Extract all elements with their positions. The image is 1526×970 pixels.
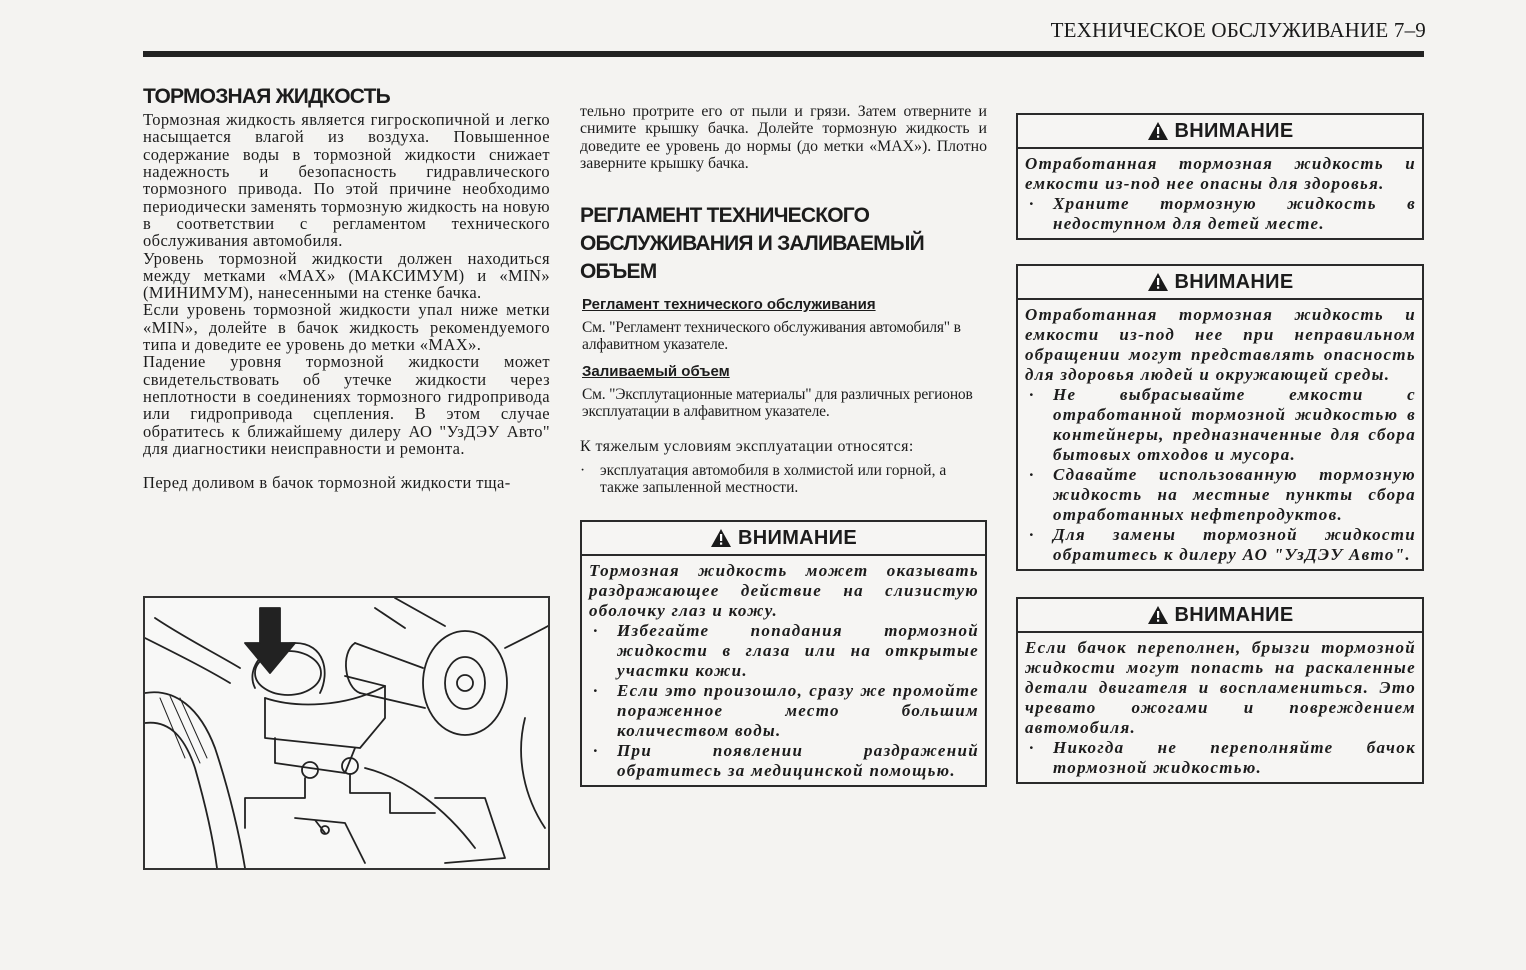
warning-title: ВНИМАНИЕ (1174, 603, 1294, 626)
warning-list-item (1025, 194, 1416, 234)
bullet-icon: · (592, 681, 600, 701)
bullet-icon: · (1028, 465, 1036, 484)
header-rule (143, 51, 1424, 57)
reservoir-drawing (145, 598, 548, 868)
warning-triangle-icon (1147, 272, 1169, 292)
bullet-icon: · (592, 741, 600, 761)
text-fill-volume: См. "Эксплутационные материалы" для различных регионов эксплуатации в алфавитном указателе. (582, 386, 973, 421)
warning-triangle-icon (710, 528, 732, 548)
section-title-maintenance: РЕГЛАМЕНТ ТЕХНИЧЕСКОГО ОБСЛУЖИВАНИЯ И ЗАЛИВАЕМЫЙ ОБЪЕМ (580, 204, 924, 284)
warning-header (1018, 599, 1422, 633)
warning-body (582, 556, 985, 785)
warning-item-text: Для замены тормозной жидкости обратитесь к дилеру АО "УзДЭУ Авто". (1053, 525, 1416, 564)
warning-title: ВНИМАНИЕ (738, 526, 857, 549)
warning-item-text: Избегайте попадания тормозной жидкости в глаза или на открытые участки кожи. (617, 621, 979, 681)
warning-box-overfill (1016, 597, 1424, 784)
warning-text: Отработанная тормозная жидкость и емкости из-под нее при неправильном обращении могут представлять опасность для здоровья людей и окружающей среды. (1025, 305, 1416, 384)
bullet-icon: · (592, 621, 600, 641)
paragraph-hygroscopic: Тормозная жидкость является гигроскопичной и легко насыщается влагой из воздуха. Повышенное содержание воды в тормозной жидкости снижает надежность и безопасность гидравлического тормозного привода. По этой причине необходимо периодически заменять тормозную жидкость на новую в соответствии с регламентом технического обслуживания автомобиля. (143, 110, 550, 251)
warning-list-item (1025, 738, 1416, 778)
warning-triangle-icon (1147, 605, 1169, 625)
warning-body (1018, 300, 1422, 569)
bullet-icon: · (580, 462, 586, 480)
column-right (1016, 113, 1424, 784)
warning-list-item (1025, 465, 1416, 525)
warning-box-disposal (1016, 264, 1424, 571)
warning-list-item (589, 621, 979, 681)
warning-item-text: Храните тормозную жидкость в недоступном для детей месте. (1053, 194, 1416, 233)
bullet-icon: · (1028, 194, 1036, 213)
warning-header (582, 522, 985, 556)
section-title-brake-fluid: ТОРМОЗНАЯ ЖИДКОСТЬ (143, 85, 390, 108)
bullet-icon: · (1028, 738, 1036, 757)
heavy-condition-text: эксплуатация автомобиля в холмистой или горной, а также запыленной местности. (600, 462, 947, 497)
subheading-maintenance-schedule: Регламент технического обслуживания (582, 296, 876, 314)
list-item (580, 462, 987, 496)
warning-text: Тормозная жидкость может оказывать раздражающее действие на слизистую оболочку глаз и кожу. (589, 561, 979, 621)
text-maintenance-schedule: См. "Регламент технического обслуживания автомобиля" в алфавитном указателе. (582, 319, 961, 354)
warning-box-irritation (580, 520, 987, 787)
running-header: ТЕХНИЧЕСКОЕ ОБСЛУЖИВАНИЕ 7–9 (1050, 18, 1426, 42)
subheading-fill-volume: Заливаемый объем (582, 363, 730, 381)
warning-list-item (1025, 385, 1416, 465)
warning-box-health (1016, 113, 1424, 240)
warning-list-item (589, 741, 979, 781)
warning-header (1018, 115, 1422, 149)
paragraph-cont-cleaning: тельно протрите его от пыли и грязи. Затем отверните и снимите крышку бачка. Долейте тормозную жидкость и доведите ее уровень до нормы (до метки «MAX»). Плотно заверните крышку бачка. (580, 103, 987, 172)
warning-item-text: При появлении раздражений обратитесь за медицинской помощью. (617, 741, 979, 781)
brake-reservoir-illustration (143, 596, 550, 870)
warning-list-item (1025, 525, 1416, 565)
paragraph-level-marks: Уровень тормозной жидкости должен находиться между метками «MAX» (МАКСИМУМ) и «MIN» (МИНИМУМ), нанесенными на стенке бачка. (143, 248, 550, 303)
paragraph-before-top-up: Перед доливом в бачок тормозной жидкости тща- (143, 473, 511, 493)
warning-item-text: Если это произошло, сразу же промойте пораженное место большим количеством воды. (617, 681, 979, 741)
warning-item-text: Не выбрасывайте емкости с отработанной тормозной жидкостью в контейнеры, предназначенные для сбора бытовых отходов и мусора. (1053, 385, 1416, 464)
warning-triangle-icon (1147, 121, 1169, 141)
paragraph-leak: Падение уровня тормозной жидкости может свидетельствовать об утечке жидкости через неплотности в соединениях тормозного гидропривода или гидропривода сцепления. В этом случае обратитесь к ближайшему дилеру АО "УзДЭУ Авто" для диагностики неисправности и ремонта. (143, 352, 550, 458)
column-middle (580, 103, 987, 787)
warning-item-text: Сдавайте использованную тормозную жидкость на местные пункты сбора отработанных нефтепродуктов. (1053, 465, 1416, 524)
bullet-icon: · (1028, 525, 1036, 544)
warning-body (1018, 633, 1422, 782)
warning-text: Если бачок переполнен, брызги тормозной жидкости могут попасть на раскаленные детали двигателя и воспламениться. Это чревато ожогами и повреждением автомобиля. (1025, 638, 1416, 737)
warning-text: Отработанная тормозная жидкость и емкости из-под нее опасны для здоровья. (1025, 154, 1416, 193)
column-left (143, 84, 550, 491)
warning-title: ВНИМАНИЕ (1174, 270, 1294, 293)
warning-list-item (589, 681, 979, 741)
warning-body (1018, 149, 1422, 238)
warning-title: ВНИМАНИЕ (1174, 119, 1294, 142)
paragraph-top-up: Если уровень тормозной жидкости упал ниже метки «MIN», долейте в бачок жидкость рекомендуемого типа и доведите ее уровень до метки «MAX». (143, 300, 550, 355)
heavy-conditions-intro: К тяжелым условиям эксплуатации относятся: (580, 438, 914, 456)
bullet-icon: · (1028, 385, 1036, 404)
warning-header (1018, 266, 1422, 300)
warning-item-text: Никогда не переполняйте бачок тормозной жидкостью. (1053, 738, 1416, 777)
